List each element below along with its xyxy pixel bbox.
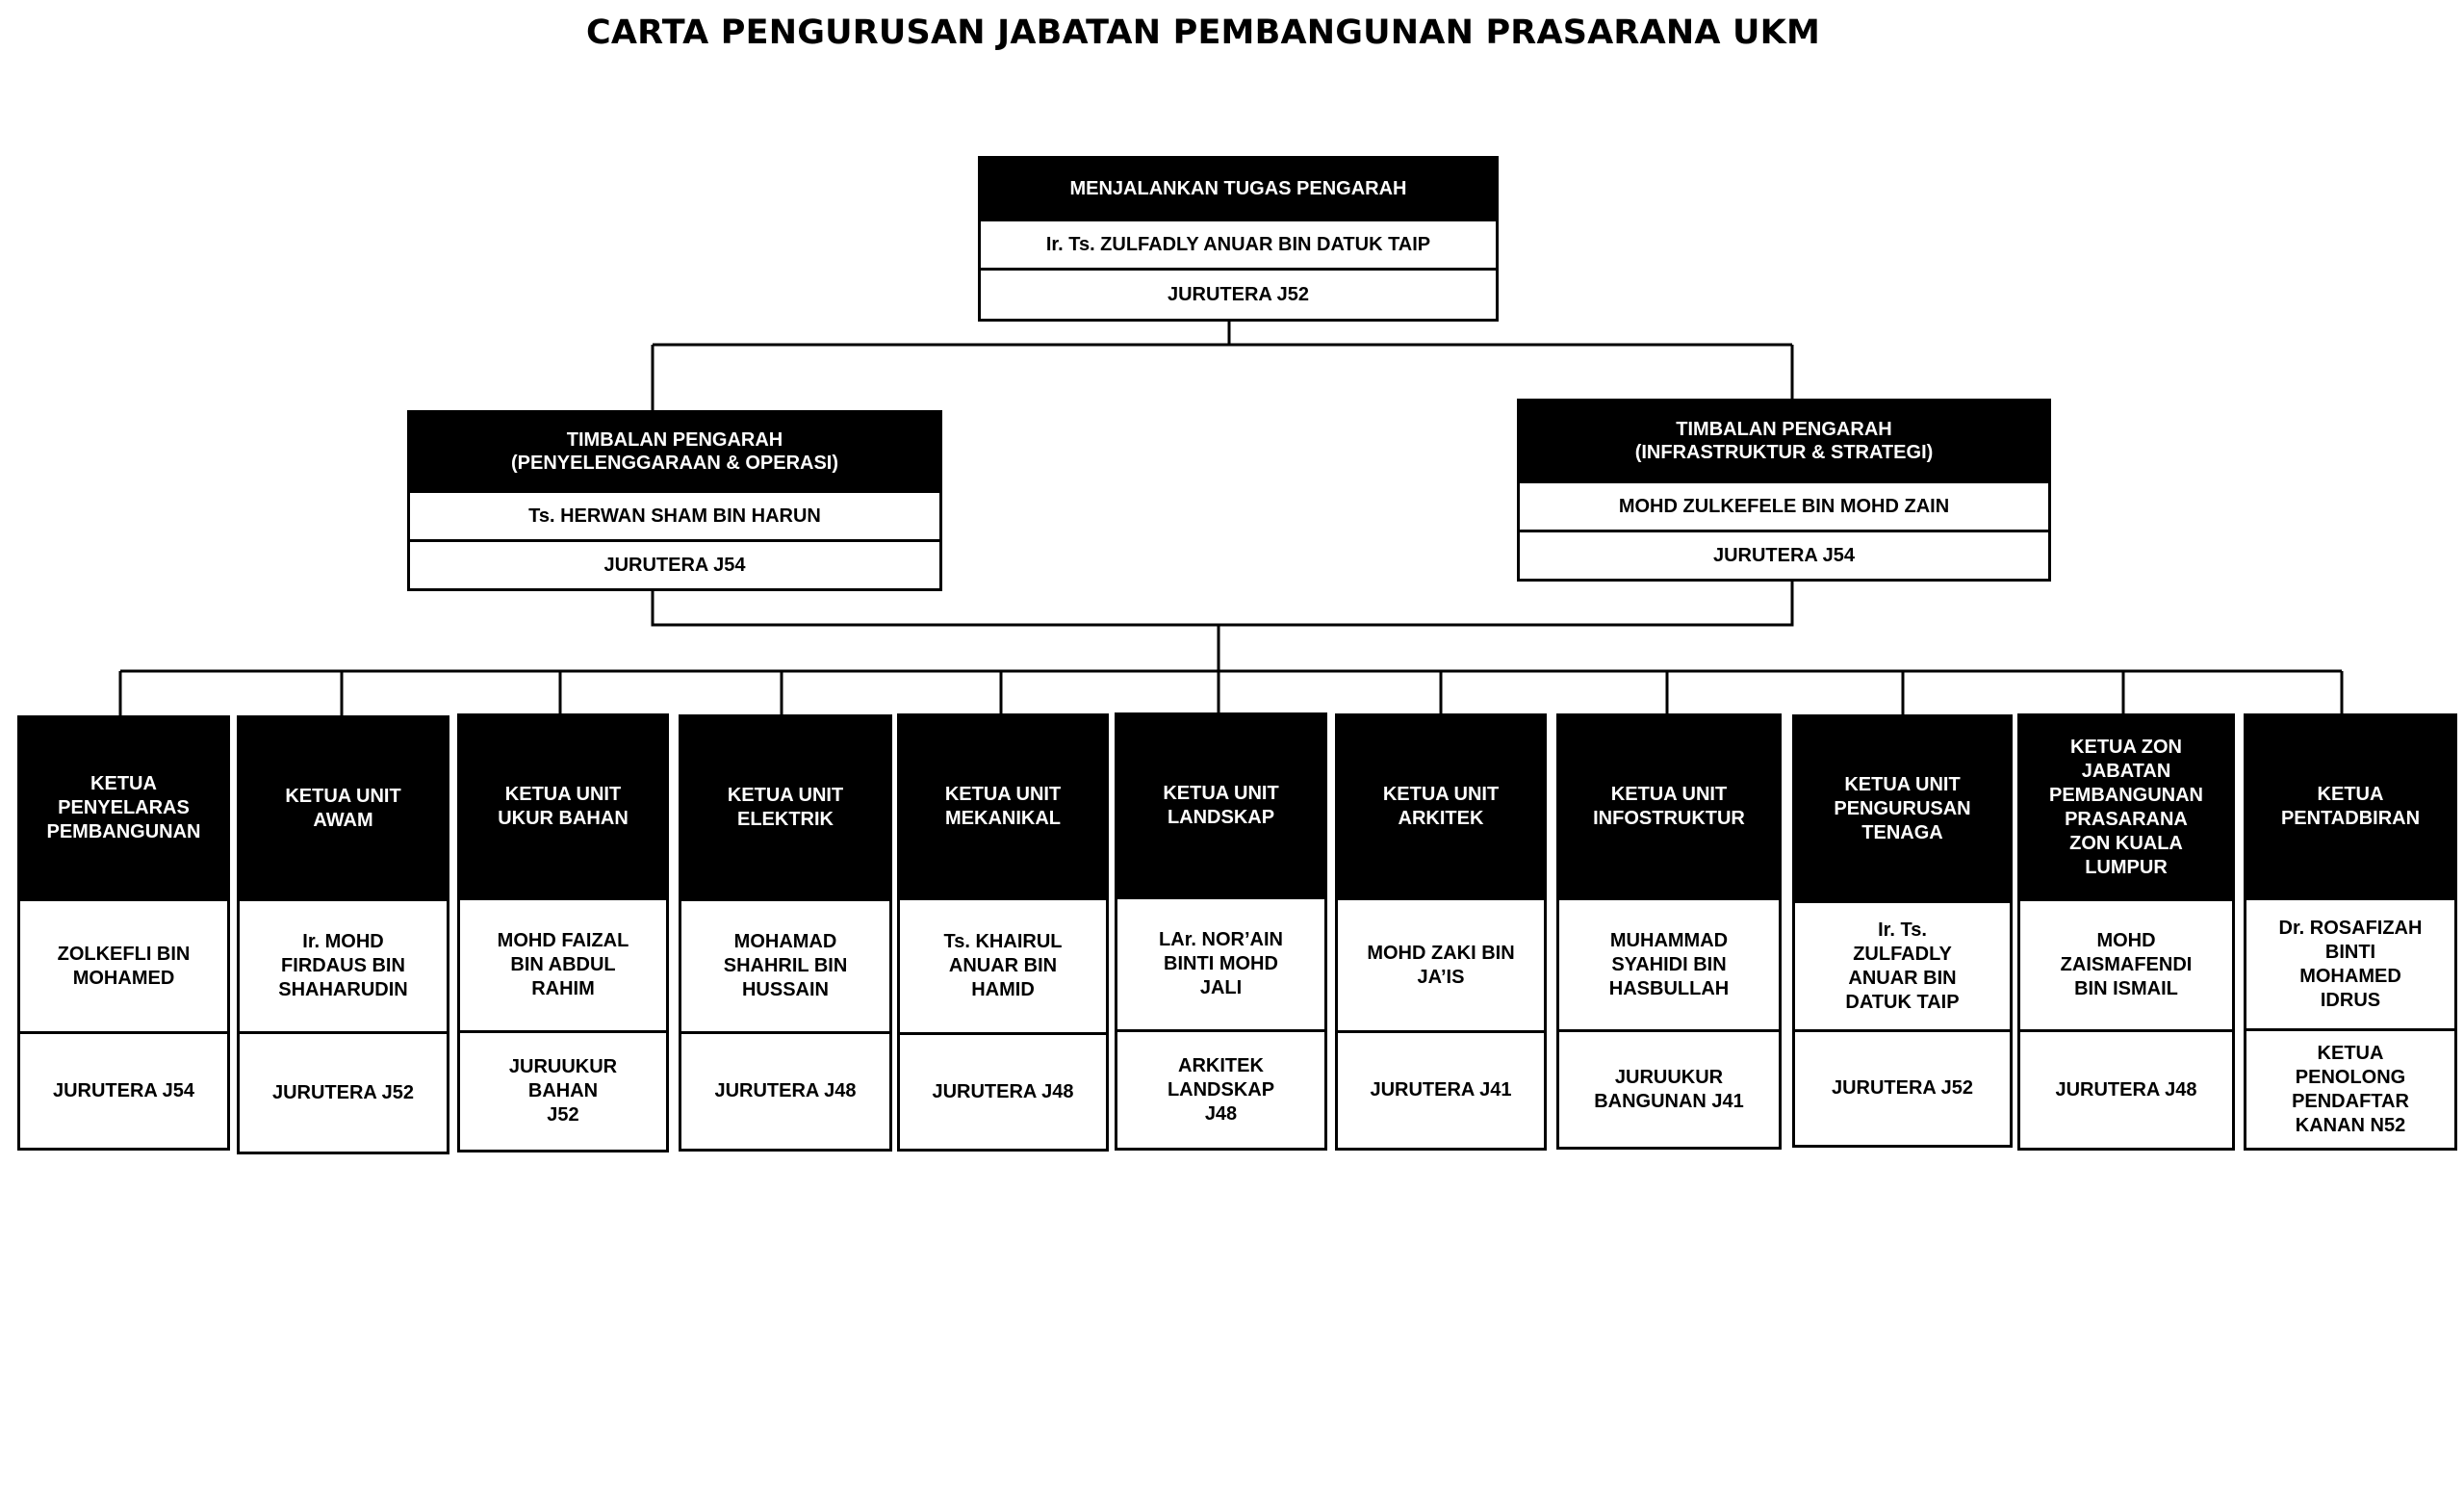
unit-box-arkitek [1335,713,1547,1151]
unit-grade: JURUTERA J48 [900,1032,1106,1149]
unit-box-landskap [1115,712,1327,1151]
unit-name: Ir. MOHD FIRDAUS BIN SHAHARUDIN [240,898,447,1031]
unit-role: KETUA UNIT AWAM [240,718,447,898]
unit-box-ukur-bahan [457,713,669,1152]
director-grade: JURUTERA J52 [981,268,1496,319]
unit-role: KETUA UNIT PENGURUSAN TENAGA [1795,717,2010,900]
unit-role: KETUA UNIT ELEKTRIK [681,717,889,898]
unit-grade: JURUUKUR BAHAN J52 [460,1030,666,1150]
unit-role: KETUA PENTADBIRAN [2246,716,2454,897]
unit-grade: JURUTERA J54 [20,1031,227,1148]
unit-box-zon-kl [2017,713,2235,1151]
chart-title: CARTA PENGURUSAN JABATAN PEMBANGUNAN PRASARANA UKM [585,13,1820,52]
unit-name: LAr. NOR’AIN BINTI MOHD JALI [1117,896,1324,1029]
unit-name: Ts. KHAIRUL ANUAR BIN HAMID [900,897,1106,1032]
unit-grade: JURUTERA J52 [1795,1029,2010,1145]
director-role: MENJALANKAN TUGAS PENGARAH [981,159,1496,219]
deputy-box-strategi [1517,399,2051,582]
unit-box-penyelaras [17,715,230,1151]
connector-unit-drops [120,671,2342,718]
deputy-name: Ts. HERWAN SHAM BIN HARUN [410,490,939,539]
director-name: Ir. Ts. ZULFADLY ANUAR BIN DATUK TAIP [981,219,1496,268]
unit-role: KETUA UNIT ARKITEK [1338,716,1544,897]
unit-grade: ARKITEK LANDSKAP J48 [1117,1029,1324,1148]
unit-role: KETUA PENYELARAS PEMBANGUNAN [20,718,227,898]
deputy-name: MOHD ZULKEFELE BIN MOHD ZAIN [1520,480,2048,530]
unit-grade: JURUTERA J48 [2020,1029,2232,1148]
deputy-box-operasi [407,410,942,591]
unit-name: Ir. Ts. ZULFADLY ANUAR BIN DATUK TAIP [1795,900,2010,1029]
director-box [978,156,1499,322]
unit-grade: KETUA PENOLONG PENDAFTAR KANAN N52 [2246,1028,2454,1148]
unit-box-pengurusan-tenaga [1792,714,2013,1148]
unit-box-elektrik [679,714,892,1152]
unit-name: MOHD ZAISMAFENDI BIN ISMAIL [2020,898,2232,1029]
unit-role: KETUA UNIT UKUR BAHAN [460,716,666,897]
unit-grade: JURUTERA J52 [240,1031,447,1152]
deputy-grade: JURUTERA J54 [1520,530,2048,579]
unit-name: MOHD FAIZAL BIN ABDUL RAHIM [460,897,666,1030]
unit-name: Dr. ROSAFIZAH BINTI MOHAMED IDRUS [2246,897,2454,1028]
unit-role: KETUA UNIT LANDSKAP [1117,715,1324,896]
unit-box-infostruktur [1556,713,1782,1150]
deputy-role: TIMBALAN PENGARAH (PENYELENGGARAAN & OPERASI) [410,413,939,490]
deputy-grade: JURUTERA J54 [410,539,939,588]
unit-box-awam [237,715,449,1154]
unit-name: ZOLKEFLI BIN MOHAMED [20,898,227,1031]
unit-grade: JURUUKUR BANGUNAN J41 [1559,1029,1779,1147]
unit-name: MUHAMMAD SYAHIDI BIN HASBULLAH [1559,897,1779,1029]
unit-box-pentadbiran [2244,713,2457,1151]
unit-box-mekanikal [897,713,1109,1152]
unit-role: KETUA UNIT INFOSTRUKTUR [1559,716,1779,897]
unit-grade: JURUTERA J48 [681,1031,889,1149]
unit-role: KETUA ZON JABATAN PEMBANGUNAN PRASARANA ZON KUALA LUMPUR [2020,716,2232,898]
unit-name: MOHD ZAKI BIN JA’IS [1338,897,1544,1030]
unit-role: KETUA UNIT MEKANIKAL [900,716,1106,897]
unit-name: MOHAMAD SHAHRIL BIN HUSSAIN [681,898,889,1031]
unit-grade: JURUTERA J41 [1338,1030,1544,1148]
deputy-role: TIMBALAN PENGARAH (INFRASTRUKTUR & STRATEGI) [1520,401,2048,480]
connector-deputies-bus [653,580,1792,671]
